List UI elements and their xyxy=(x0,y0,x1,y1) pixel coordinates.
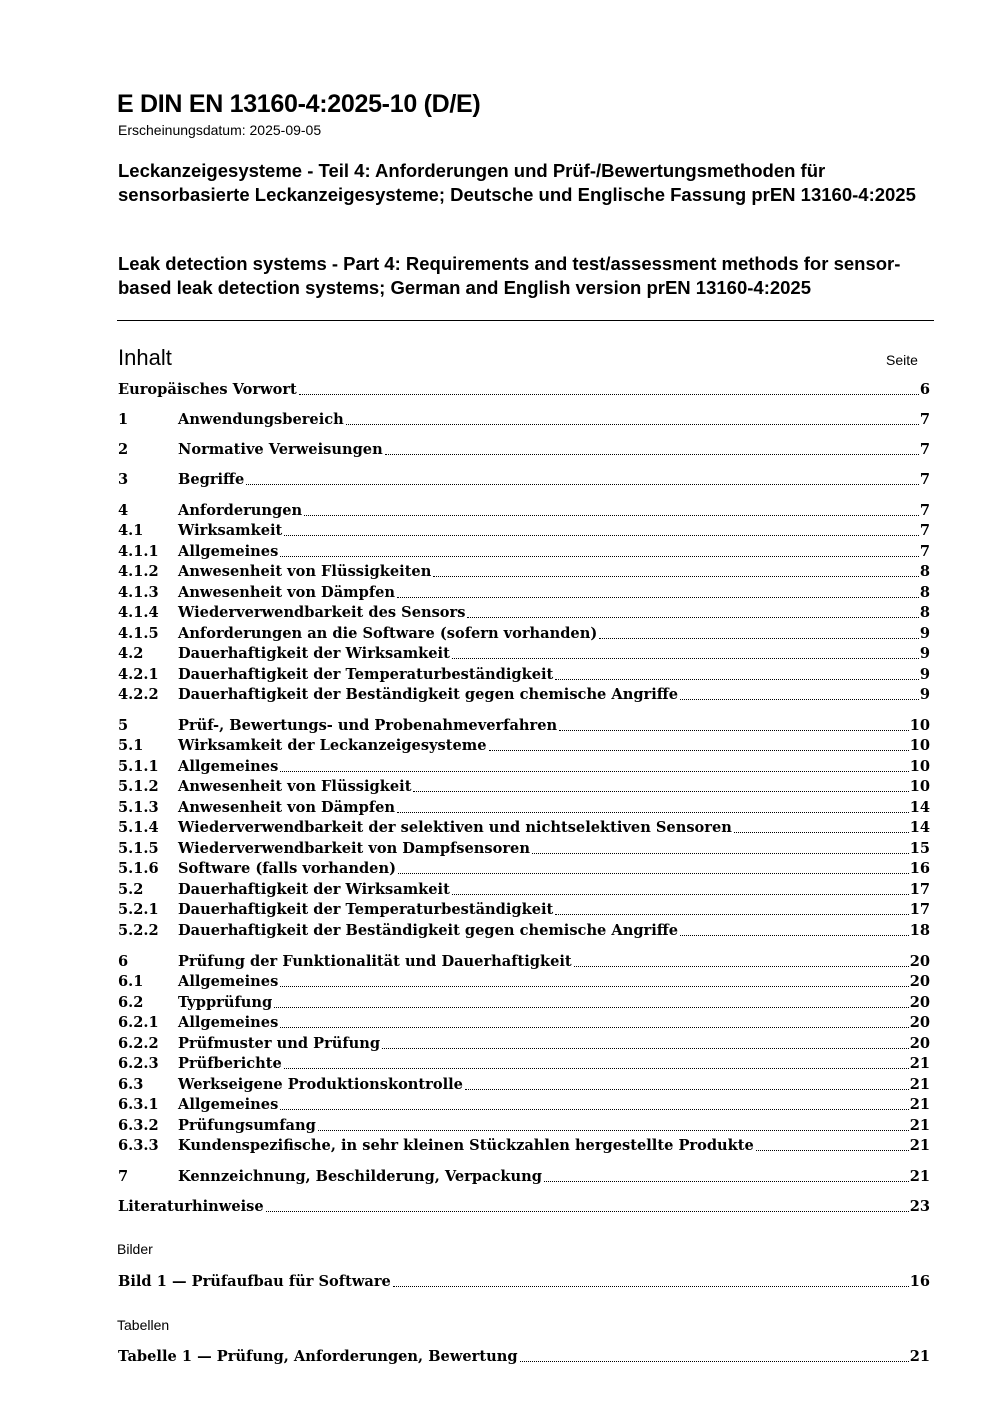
toc-entry[interactable] xyxy=(118,1013,930,1033)
toc-entry-page: 9 xyxy=(919,645,930,662)
document-id: E DIN EN 13160-4:2025-10 (D/E) xyxy=(117,90,481,118)
toc-entry-title: Wiederverwendbarkeit des Sensors xyxy=(178,604,466,621)
toc-entry[interactable] xyxy=(118,1095,930,1115)
toc-entry-number: 6.2.3 xyxy=(118,1055,159,1072)
toc-entry-page: 21 xyxy=(909,1055,930,1072)
toc-entry[interactable] xyxy=(118,736,930,756)
toc-entry-number: 5 xyxy=(118,717,129,734)
toc-leader-dots xyxy=(555,679,919,680)
toc-entry-page: 21 xyxy=(909,1348,930,1365)
toc-entry-title: Normative Verweisungen xyxy=(178,441,383,458)
toc-entry-number: 6 xyxy=(118,953,129,970)
toc-entry-number: 5.1 xyxy=(118,737,144,754)
toc-leader-dots xyxy=(489,750,909,751)
toc-entry[interactable] xyxy=(118,993,930,1013)
toc-entry[interactable] xyxy=(118,1054,930,1074)
toc-entry-number: 4 xyxy=(118,502,129,519)
title-english: Leak detection systems - Part 4: Requirements and test/assessment methods for sensor-based leak detection systems; German and English version prEN 13160-4:2025 xyxy=(118,253,901,298)
toc-entry-number: 4.1.5 xyxy=(118,625,159,642)
toc-entry[interactable] xyxy=(118,818,930,838)
toc-entry[interactable] xyxy=(118,952,930,972)
toc-entry-page: 20 xyxy=(909,1035,930,1052)
toc-leader-dots xyxy=(284,535,919,536)
toc-entry-page: 8 xyxy=(919,584,930,601)
toc-entry-number: 4.1.3 xyxy=(118,584,159,601)
toc-entry-page: 14 xyxy=(909,799,930,816)
toc-entry-title: Werkseigene Produktionskontrolle xyxy=(178,1076,463,1093)
toc-entry-title: Allgemeines xyxy=(178,758,279,775)
toc-entry-page: 21 xyxy=(909,1137,930,1154)
toc-entry-title: Software (falls vorhanden) xyxy=(178,860,396,877)
toc-entry[interactable] xyxy=(118,1272,930,1292)
toc-entry-title: Europäisches Vorwort xyxy=(118,381,297,398)
toc-entry-number: 6.3.1 xyxy=(118,1096,159,1113)
toc-entry[interactable] xyxy=(118,410,930,430)
toc-leader-dots xyxy=(467,617,918,618)
toc-entry[interactable] xyxy=(118,603,930,623)
toc-leader-dots xyxy=(544,1181,909,1182)
toc-entry-number: 5.1.6 xyxy=(118,860,159,877)
toc-entry-page: 15 xyxy=(909,840,930,857)
toc-leader-dots xyxy=(433,576,919,577)
toc-entry-number: 6.2.2 xyxy=(118,1035,159,1052)
toc-entry-title: Anwesenheit von Flüssigkeit xyxy=(178,778,412,795)
toc-entry-title: Dauerhaftigkeit der Temperaturbeständigkeit xyxy=(178,666,554,683)
toc-leader-dots xyxy=(284,1068,909,1069)
toc-leader-dots xyxy=(299,394,919,395)
toc-entry-title: Prüf-, Bewertungs- und Probenahmeverfahren xyxy=(178,717,558,734)
toc-entry-number: 5.1.2 xyxy=(118,778,159,795)
toc-entry[interactable] xyxy=(118,470,930,490)
toc-entry-number: 6.1 xyxy=(118,973,144,990)
toc-entry[interactable] xyxy=(118,562,930,582)
title-divider xyxy=(117,320,934,321)
toc-entry-title: Prüfung der Funktionalität und Dauerhaftigkeit xyxy=(178,953,572,970)
toc-entry-title: Wiederverwendbarkeit von Dampfsensoren xyxy=(178,840,530,857)
toc-entry-page: 9 xyxy=(919,686,930,703)
toc-entry[interactable] xyxy=(118,757,930,777)
toc-entry-title: Begriffe xyxy=(178,471,245,488)
toc-entry-page: 9 xyxy=(919,666,930,683)
toc-entry-title: Dauerhaftigkeit der Temperaturbeständigkeit xyxy=(178,901,554,918)
toc-entry-title: Allgemeines xyxy=(178,1014,279,1031)
toc-entry-number: 5.2 xyxy=(118,881,144,898)
toc-entry-page: 9 xyxy=(919,625,930,642)
toc-leader-dots xyxy=(599,638,919,639)
toc-leader-dots xyxy=(280,771,908,772)
toc-leader-dots xyxy=(520,1361,909,1362)
toc-entry-title: Anwesenheit von Flüssigkeiten xyxy=(178,563,432,580)
toc-entry-page: 17 xyxy=(909,881,930,898)
toc-entry-page: 7 xyxy=(919,522,930,539)
toc-entry-page: 7 xyxy=(919,471,930,488)
toc-entry-number: 4.2.2 xyxy=(118,686,159,703)
toc-entry[interactable] xyxy=(118,716,930,736)
toc-leader-dots xyxy=(346,424,919,425)
toc-leader-dots xyxy=(397,812,909,813)
toc-entry-number: 6.2.1 xyxy=(118,1014,159,1031)
toc-entry-number: 7 xyxy=(118,1168,129,1185)
toc-leader-dots xyxy=(304,515,919,516)
toc-entry-title: Dauerhaftigkeit der Wirksamkeit xyxy=(178,645,450,662)
toc-entry[interactable] xyxy=(118,859,930,879)
toc-entry[interactable] xyxy=(118,685,930,705)
toc-entry-title: Literaturhinweise xyxy=(118,1198,264,1215)
toc-entry-number: 5.1.4 xyxy=(118,819,159,836)
toc-entry-page: 7 xyxy=(919,411,930,428)
page-column-label: Seite xyxy=(886,352,918,368)
toc-entry[interactable] xyxy=(118,583,930,603)
toc-entry-title: Tabelle 1 — Prüfung, Anforderungen, Bewertung xyxy=(118,1348,518,1365)
toc-entry-title: Kennzeichnung, Beschilderung, Verpackung xyxy=(178,1168,542,1185)
title-german: Leckanzeigesysteme - Teil 4: Anforderungen und Prüf-/Bewertungsmethoden für sensorbasierte Leckanzeigesysteme; Deutsche und Englische Fassung prEN 13160-4:2025 xyxy=(118,160,916,205)
toc-entry-title: Allgemeines xyxy=(178,973,279,990)
toc-leader-dots xyxy=(318,1130,909,1131)
toc-entry-page: 23 xyxy=(909,1198,930,1215)
toc-entry[interactable] xyxy=(118,1197,930,1217)
toc-entry-page: 10 xyxy=(909,758,930,775)
toc-entry-number: 5.1.5 xyxy=(118,840,159,857)
toc-entry-title: Wiederverwendbarkeit der selektiven und nichtselektiven Sensoren xyxy=(178,819,732,836)
toc-entry-page: 7 xyxy=(919,543,930,560)
toc-entry[interactable] xyxy=(118,1136,930,1156)
toc-entry[interactable] xyxy=(118,777,930,797)
toc-entry-number: 6.3.3 xyxy=(118,1137,159,1154)
toc-leader-dots xyxy=(452,894,909,895)
figures-label: Bilder xyxy=(117,1241,153,1257)
toc-leader-dots xyxy=(555,914,908,915)
toc-entry-page: 21 xyxy=(909,1076,930,1093)
toc-entry[interactable] xyxy=(118,900,930,920)
toc-entry-number: 6.3 xyxy=(118,1076,144,1093)
toc-entry-title: Prüfungsumfang xyxy=(178,1117,316,1134)
toc-entry-number: 5.1.3 xyxy=(118,799,159,816)
toc-entry-page: 14 xyxy=(909,819,930,836)
toc-entry[interactable] xyxy=(118,501,930,521)
toc-entry-number: 6.2 xyxy=(118,994,144,1011)
toc-entry-page: 8 xyxy=(919,563,930,580)
toc-leader-dots xyxy=(398,873,909,874)
toc-entry-page: 10 xyxy=(909,778,930,795)
toc-entry[interactable] xyxy=(118,839,930,859)
toc-entry[interactable] xyxy=(118,921,930,941)
toc-entry-title: Prüfberichte xyxy=(178,1055,282,1072)
toc-leader-dots xyxy=(246,484,919,485)
toc-entry-page: 16 xyxy=(909,860,930,877)
toc-entry[interactable] xyxy=(118,624,930,644)
toc-entry-page: 7 xyxy=(919,502,930,519)
toc-entry-page: 20 xyxy=(909,953,930,970)
toc-entry-page: 20 xyxy=(909,1014,930,1031)
toc-leader-dots xyxy=(465,1089,909,1090)
toc-entry[interactable] xyxy=(118,880,930,900)
toc-entry-number: 4.1.4 xyxy=(118,604,159,621)
toc-leader-dots xyxy=(280,1027,908,1028)
toc-entry[interactable] xyxy=(118,644,930,664)
toc-entry-title: Dauerhaftigkeit der Wirksamkeit xyxy=(178,881,450,898)
toc-entry-title: Dauerhaftigkeit der Beständigkeit gegen chemische Angriffe xyxy=(178,686,679,703)
toc-entry-title: Anwesenheit von Dämpfen xyxy=(178,584,395,601)
toc-entry[interactable] xyxy=(118,798,930,818)
toc-entry-page: 20 xyxy=(909,973,930,990)
toc-leader-dots xyxy=(280,556,919,557)
toc-entry-number: 4.1.2 xyxy=(118,563,159,580)
toc-entry-number: 4.1 xyxy=(118,522,144,539)
toc-entry-number: 4.1.1 xyxy=(118,543,159,560)
toc-entry[interactable] xyxy=(118,1075,930,1095)
toc-entry-title: Wirksamkeit xyxy=(178,522,283,539)
toc-entry-page: 8 xyxy=(919,604,930,621)
toc-leader-dots xyxy=(532,853,909,854)
toc-entry-title: Kundenspezifische, in sehr kleinen Stückzahlen hergestellte Produkte xyxy=(178,1137,754,1154)
toc-leader-dots xyxy=(756,1150,909,1151)
toc-leader-dots xyxy=(280,986,908,987)
toc-entry-page: 21 xyxy=(909,1168,930,1185)
toc-entry[interactable] xyxy=(118,542,930,562)
toc-entry-title: Anforderungen xyxy=(178,502,303,519)
toc-entry-number: 4.2.1 xyxy=(118,666,159,683)
toc-entry-title: Wirksamkeit der Leckanzeigesysteme xyxy=(178,737,487,754)
toc-entry-title: Allgemeines xyxy=(178,543,279,560)
publication-date: Erscheinungsdatum: 2025-09-05 xyxy=(118,122,322,138)
toc-leader-dots xyxy=(734,832,909,833)
toc-leader-dots xyxy=(680,935,909,936)
toc-entry-page: 7 xyxy=(919,441,930,458)
toc-entry-page: 16 xyxy=(909,1273,930,1290)
toc-leader-dots xyxy=(280,1109,908,1110)
toc-entry[interactable] xyxy=(118,1034,930,1054)
toc-entry-number: 1 xyxy=(118,411,129,428)
toc-entry-page: 10 xyxy=(909,737,930,754)
toc-entry-title: Typprüfung xyxy=(178,994,273,1011)
toc-entry[interactable] xyxy=(118,440,930,460)
toc-entry[interactable] xyxy=(118,972,930,992)
toc-entry[interactable] xyxy=(118,665,930,685)
toc-entry-number: 5.2.1 xyxy=(118,901,159,918)
toc-leader-dots xyxy=(452,658,919,659)
toc-entry-title: Anwesenheit von Dämpfen xyxy=(178,799,395,816)
toc-entry-number: 2 xyxy=(118,441,129,458)
toc-leader-dots xyxy=(574,966,909,967)
toc-entry-number: 5.1.1 xyxy=(118,758,159,775)
toc-entry[interactable] xyxy=(118,1116,930,1136)
toc-entry-title: Anwendungsbereich xyxy=(178,411,344,428)
toc-entry-page: 20 xyxy=(909,994,930,1011)
toc-entry-number: 4.2 xyxy=(118,645,144,662)
toc-leader-dots xyxy=(413,791,908,792)
toc-entry-number: 5.2.2 xyxy=(118,922,159,939)
toc-leader-dots xyxy=(559,730,909,731)
toc-entry[interactable] xyxy=(118,1167,930,1187)
toc-entry[interactable] xyxy=(118,1347,930,1367)
toc-entry-page: 17 xyxy=(909,901,930,918)
toc-leader-dots xyxy=(274,1007,909,1008)
toc-entry-number: 6.3.2 xyxy=(118,1117,159,1134)
toc-leader-dots xyxy=(385,454,919,455)
toc-leader-dots xyxy=(393,1286,909,1287)
toc-entry[interactable] xyxy=(118,521,930,541)
toc-entry-page: 10 xyxy=(909,717,930,734)
toc-entry-title: Dauerhaftigkeit der Beständigkeit gegen chemische Angriffe xyxy=(178,922,679,939)
toc-leader-dots xyxy=(382,1048,909,1049)
toc-entry-page: 21 xyxy=(909,1117,930,1134)
toc-entry-number: 3 xyxy=(118,471,129,488)
toc-entry-page: 6 xyxy=(919,381,930,398)
toc-entry-page: 18 xyxy=(909,922,930,939)
toc-leader-dots xyxy=(397,597,919,598)
toc-entry-title: Anforderungen an die Software (sofern vorhanden) xyxy=(178,625,598,642)
toc-leader-dots xyxy=(266,1211,909,1212)
toc-entry-title: Prüfmuster und Prüfung xyxy=(178,1035,381,1052)
toc-entry-title: Allgemeines xyxy=(178,1096,279,1113)
toc-heading: Inhalt xyxy=(118,345,172,370)
toc-entry-title: Bild 1 — Prüfaufbau für Software xyxy=(118,1273,391,1290)
toc-entry-page: 21 xyxy=(909,1096,930,1113)
tables-label: Tabellen xyxy=(117,1317,170,1333)
toc-entry[interactable] xyxy=(118,380,930,400)
toc-leader-dots xyxy=(680,699,919,700)
